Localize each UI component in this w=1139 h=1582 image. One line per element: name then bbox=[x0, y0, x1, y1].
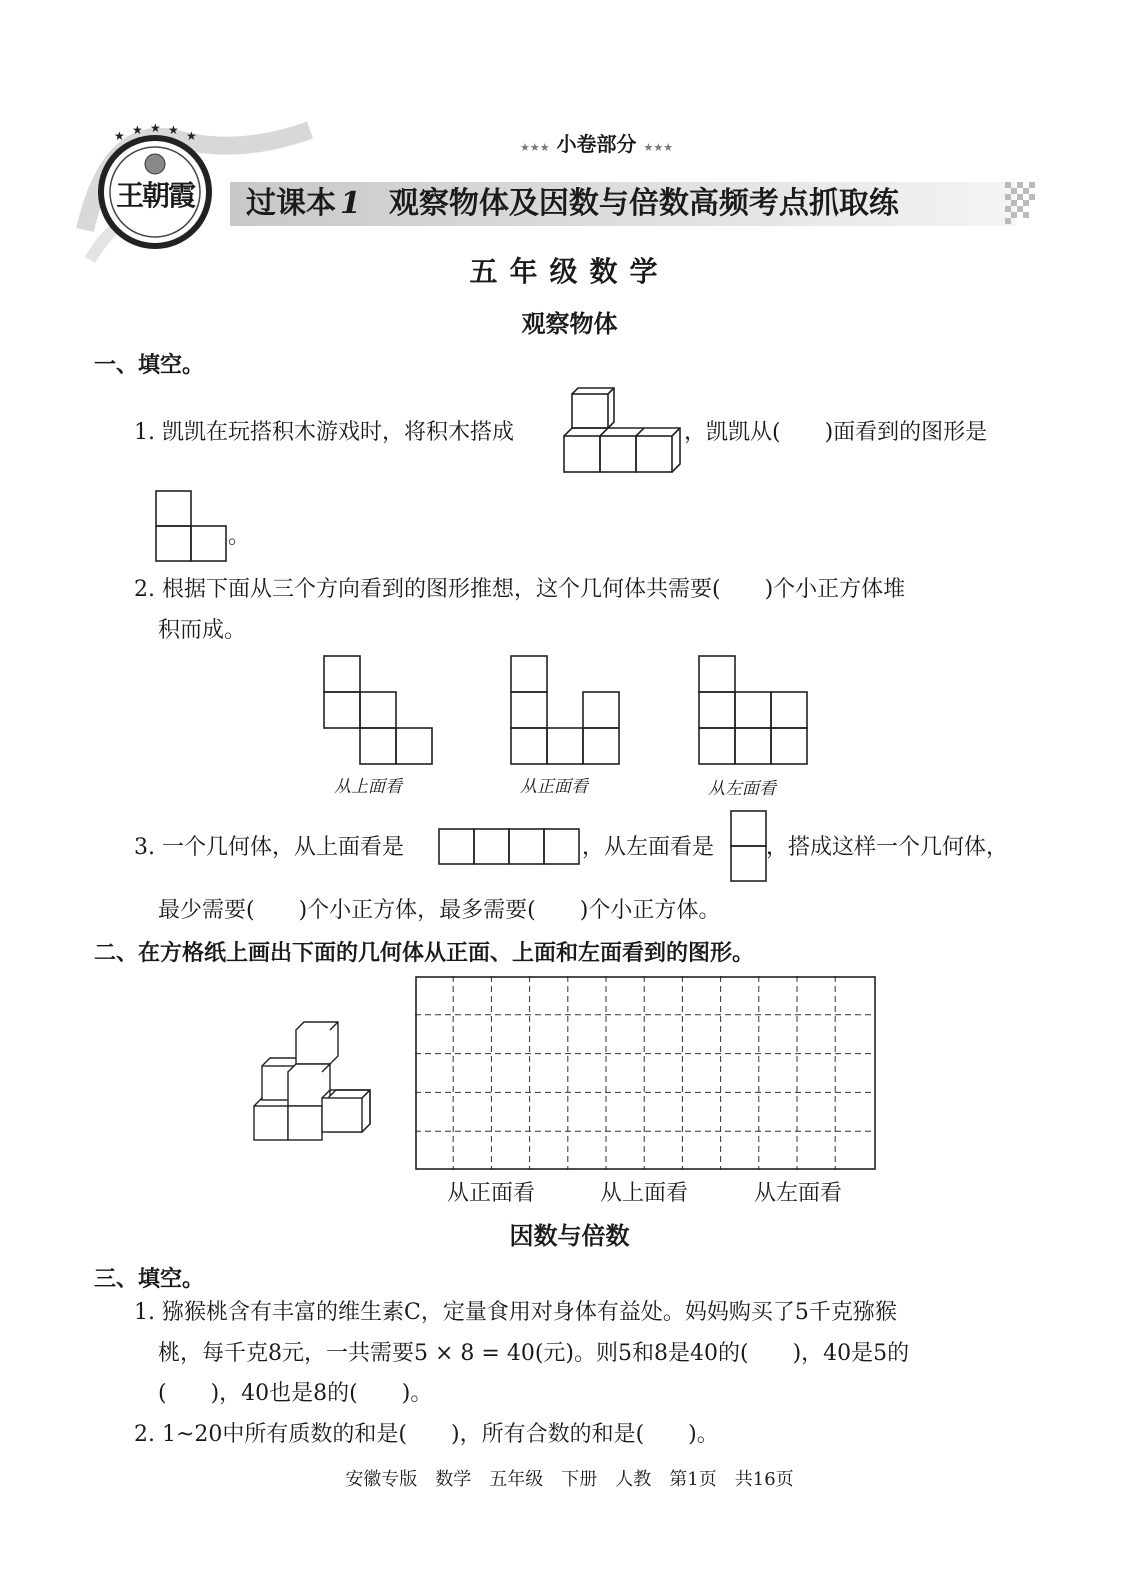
q3-text-c: ，搭成这样一个几何体， bbox=[766, 835, 1009, 860]
section3-heading: 三、填空。 bbox=[94, 1267, 205, 1292]
q1-text-b: ，凯凯从( )面看到的图形是 bbox=[684, 420, 988, 445]
q1-answer-shape bbox=[155, 490, 229, 562]
q2-caption-front: 从正面看 bbox=[520, 777, 588, 797]
q3-text-a: 3. 一个几何体，从上面看是 bbox=[134, 835, 404, 860]
q2-view-front bbox=[510, 655, 620, 765]
section1-heading: 一、填空。 bbox=[94, 353, 205, 378]
svg-text:★: ★ bbox=[150, 121, 161, 135]
section2-blocks-figure bbox=[250, 1022, 380, 1142]
checker-decoration bbox=[1005, 182, 1041, 226]
q1-text-c: 。 bbox=[228, 524, 251, 549]
unit-title: 过课本 1 观察物体及因数与倍数高频考点抓取练 bbox=[246, 186, 899, 221]
star-icon: ★★★ bbox=[520, 141, 550, 154]
q1-text-a: 1. 凯凯在玩搭积木游戏时，将积木搭成 bbox=[134, 420, 514, 445]
q3-top-view-figure bbox=[438, 828, 582, 866]
svg-text:★: ★ bbox=[114, 129, 125, 143]
svg-text:★: ★ bbox=[186, 129, 197, 143]
q2-view-left bbox=[698, 655, 808, 765]
q3-text-b: ，从左面看是 bbox=[582, 835, 715, 860]
q1-blocks-figure bbox=[564, 388, 684, 476]
brand-name: 王朝霞 bbox=[115, 179, 194, 212]
s3-q1-line2: 桃，每千克8元，一共需要5 × 8 = 40(元)。则5和8是40的( )，40是5的 bbox=[158, 1341, 910, 1366]
star-icon: ★★★ bbox=[643, 141, 674, 154]
grid-caption-front: 从正面看 bbox=[447, 1181, 536, 1206]
grid-caption-left: 从左面看 bbox=[754, 1181, 843, 1206]
s3-q1-line3: ( )，40也是8的( )。 bbox=[158, 1381, 433, 1406]
grid-caption-top: 从上面看 bbox=[600, 1181, 689, 1206]
page-footer: 安徽专版 数学 五年级 下册 人教 第1页 共16页 bbox=[345, 1469, 794, 1490]
section2-heading: 二、在方格纸上画出下面的几何体从正面、上面和左面看到的图形。 bbox=[94, 941, 755, 966]
brand-logo bbox=[96, 121, 214, 248]
s3-q1-line1: 1. 猕猴桃含有丰富的维生素C，定量食用对身体有益处。妈妈购买了5千克猕猴 bbox=[134, 1300, 897, 1325]
drawing-grid[interactable] bbox=[415, 976, 877, 1172]
q3-left-view-figure bbox=[730, 810, 768, 884]
q2-line2: 积而成。 bbox=[158, 618, 247, 643]
s3-q2: 2. 1~20中所有质数的和是( )，所有合数的和是( )。 bbox=[134, 1422, 719, 1447]
svg-text:★: ★ bbox=[132, 123, 143, 137]
part2-title: 因数与倍数 bbox=[509, 1222, 630, 1250]
q2-line1: 2. 根据下面从三个方向看到的图形推想，这个几何体共需要( )个小正方体堆 bbox=[134, 577, 906, 602]
q2-caption-left: 从左面看 bbox=[708, 779, 776, 799]
q3-line2: 最少需要( )个小正方体，最多需要( )个小正方体。 bbox=[158, 898, 721, 923]
q2-caption-top: 从上面看 bbox=[334, 777, 402, 797]
svg-text:★: ★ bbox=[168, 123, 179, 137]
part1-title: 观察物体 bbox=[521, 310, 618, 338]
doc-subtitle: 五年级数学 bbox=[469, 255, 670, 288]
small-label: ★★★ 小卷部分 ★★★ bbox=[520, 132, 674, 156]
q2-view-top bbox=[323, 655, 433, 765]
